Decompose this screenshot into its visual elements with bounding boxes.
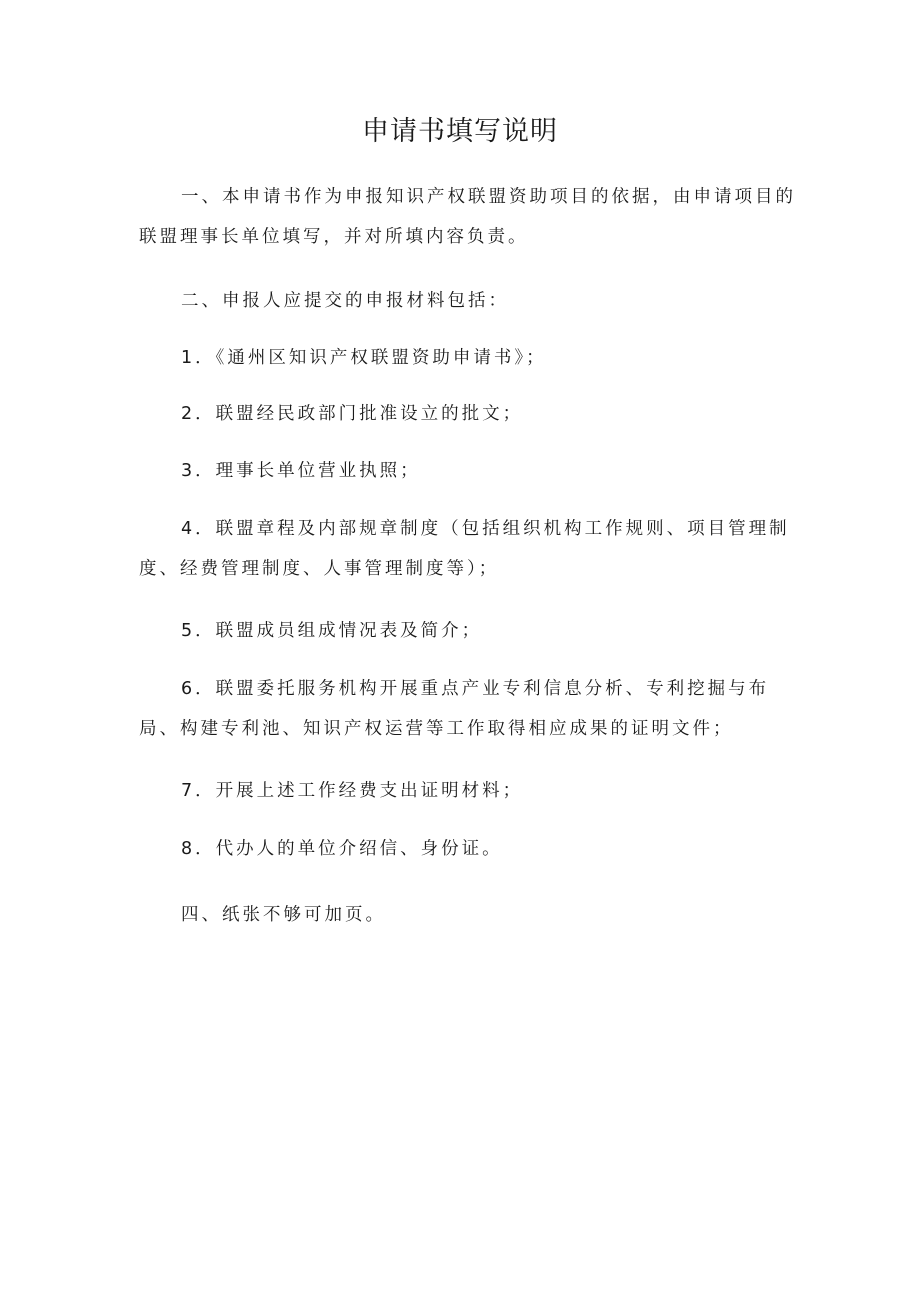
list-item-2: 2．联盟经民政部门批准设立的批文； xyxy=(181,404,524,424)
paragraph-extra-pages: 四、纸张不够可加页。 xyxy=(181,905,386,925)
list-item-3: 3．理事长单位营业执照； xyxy=(181,461,421,481)
list-item-6: 6．联盟委托服务机构开展重点产业专利信息分析、专利挖掘与布局、构建专利池、知识产权运营等工作取得相应成果的证明文件； xyxy=(139,679,770,739)
list-item-5: 5．联盟成员组成情况表及简介； xyxy=(181,621,483,641)
list-item-7: 7．开展上述工作经费支出证明材料； xyxy=(181,781,524,801)
list-item-1: 1．《通州区知识产权联盟资助申请书》； xyxy=(181,348,547,368)
paragraph-materials-heading: 二、申报人应提交的申报材料包括： xyxy=(181,291,509,311)
document-title: 申请书填写说明 xyxy=(362,116,558,147)
paragraph-intro: 一、本申请书作为申报知识产权联盟资助项目的依据，由申请项目的联盟理事长单位填写，并对所填内容负责。 xyxy=(139,187,796,247)
list-item-4: 4．联盟章程及内部规章制度（包括组织机构工作规则、项目管理制度、经费管理制度、人事管理制度等）； xyxy=(139,519,790,579)
list-item-8: 8．代办人的单位介绍信、身份证。 xyxy=(181,839,503,859)
